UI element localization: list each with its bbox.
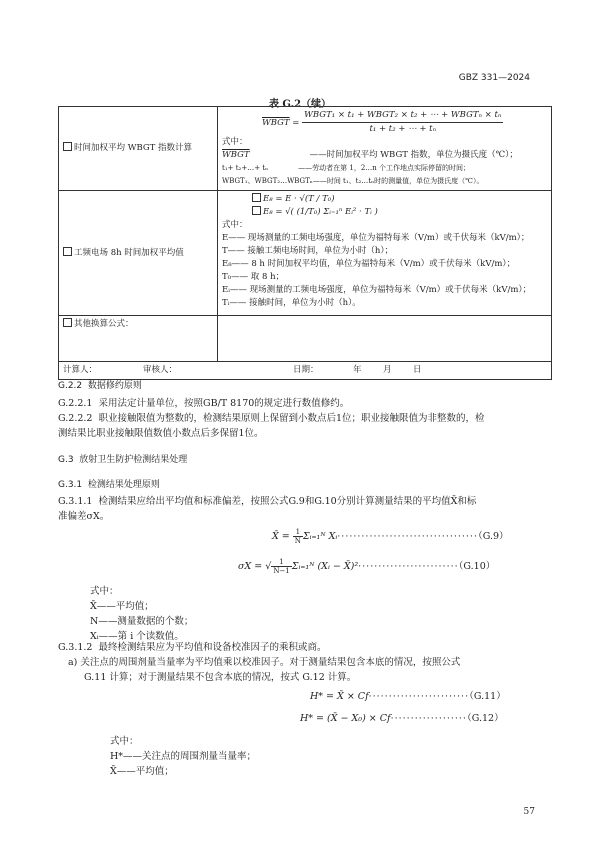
where-label: 式中： [222,220,248,230]
definition: WBGT ——时间加权平均 WBGT 指数，单位为摄氏度（℃）； [222,150,518,160]
equation-g10: σX = √ $\frac{1}{N-1}$ Σᵢ₌₁ᴺ (Xᵢ − X̄)²·························（G.10） [238,558,496,575]
equation-g12: H* = (X̄ − X₀) × Cf···················（G.12） [300,713,504,724]
equation-g11: H* = X̄ × Cf·························（G.11） [310,691,506,702]
definition: WBGT₁、WBGT₂…WBGTₙ——时间 t₁、t₂…tₙ时的测量值，单位为摄氏度（℃）。 [222,177,484,185]
formula-e8-a: E₈ = E · √(T / T₀) [263,194,335,204]
section-heading: G.3 放射卫生防护检测结果处理 [58,455,188,465]
equation-g9: X̄ = $\frac{1}{N}$ Σᵢ₌₁ᴺ Xᵢ···································（G.9） [272,528,509,545]
signature-row: 计算人： 审核人： 日期： 年 月 日 [59,362,552,380]
list-item: a) 关注点的周围剂量当量率为平均值乘以校准因子。对于测量结果包含本底的情况，按照公式 G.11 计算；对于测量结果不包含本底的情况，按式 G.12 计算。 [68,657,461,683]
row-label: 时间加权平均 WBGT 指数计算 [74,143,193,153]
paragraph: G.3.1.2 最终检测结果应为平均值和设备校准因子的乘积或商。 [58,642,327,653]
paragraph: G.3.1.1 检测结果应给出平均值和标准偏差，按照公式G.9和G.10分别计算测量结果的平均值X̄和标 准偏差σX。 [58,496,477,522]
paragraph: G.2.2.1 采用法定计量单位，按照GB/T 8170的规定进行数值修约。 [58,398,350,409]
table-row [59,316,552,362]
wbgt-formula: WBGT = $\frac{\text{WBGT₁ × t₁ + WBGT₂ × t₂ + ⋯ + WBGTₙ × tₙ}}{\text{t₁ + t₂ + ⋯ + tₙ}}$ [262,110,502,134]
input-area[interactable] [218,316,552,362]
paragraph: G.2.2.2 职业接触限值为整数的，检测结果原则上保留到小数点后1位；职业接触限值为非整数的，检 测结果比职业接触限值数值小数点后多保留1位。 [58,413,485,439]
definition: t₁+ t₂+…+ tₙ ——劳动者在第 1，2…n 个工作地点实际停留的时间； [222,164,471,172]
page-number: 57 [523,807,535,817]
checkbox[interactable] [63,142,72,151]
document-id: GBZ 331—2024 [458,73,530,83]
date-label: 日期： [293,365,319,375]
definition: E—— 现场测量的工频电场强度，单位为福特每米（V/m）或千伏每米（kV/m）； [222,233,530,243]
definition: Eᵢ—— 现场测量的工频电场强度，单位为福特每米（V/m）或千伏每米（kV/m）； [222,285,532,295]
where-block: 式中： X̄——平均值； N——测量数据的个数； Xᵢ——第 i 个读数值。 [90,586,194,642]
table-caption: 表 G.2（续） [268,99,332,110]
checkbox[interactable] [252,193,261,202]
formula-e8-b: E₈ = √( (1/T₀) Σᵢ₌₁ⁿ Eᵢ² · Tᵢ ) [263,207,378,217]
row-label: 工频电场 8h 时间加权平均值 [74,247,184,258]
checkbox[interactable] [63,247,72,256]
checkbox[interactable] [63,318,72,327]
definition: T—— 接触工频电场时间，单位为小时（h）； [222,246,394,256]
results-table [58,106,552,380]
definition: E₈—— 8 h 时间加权平均值，单位为福特每米（V/m）或千伏每米（kV/m）； [222,259,516,269]
where-label: 式中： [222,137,248,147]
section-heading: G.2.2 数据修约原则 [58,381,142,391]
table-row [59,107,552,191]
checkbox[interactable] [252,206,261,215]
section-heading: G.3.1 检测结果处理原则 [58,480,160,490]
calculator-label: 计算人： [63,365,98,375]
where-block: 式中： H*——关注点的周围剂量当量率； X̄——平均值； [110,736,257,777]
table-row [59,191,552,316]
definition: T₀—— 取 8 h； [222,272,285,282]
reviewer-label: 审核人： [143,365,178,375]
definition: Tᵢ—— 接触时间，单位为小时（h）。 [222,298,361,308]
row-label: 其他换算公式： [74,319,134,329]
